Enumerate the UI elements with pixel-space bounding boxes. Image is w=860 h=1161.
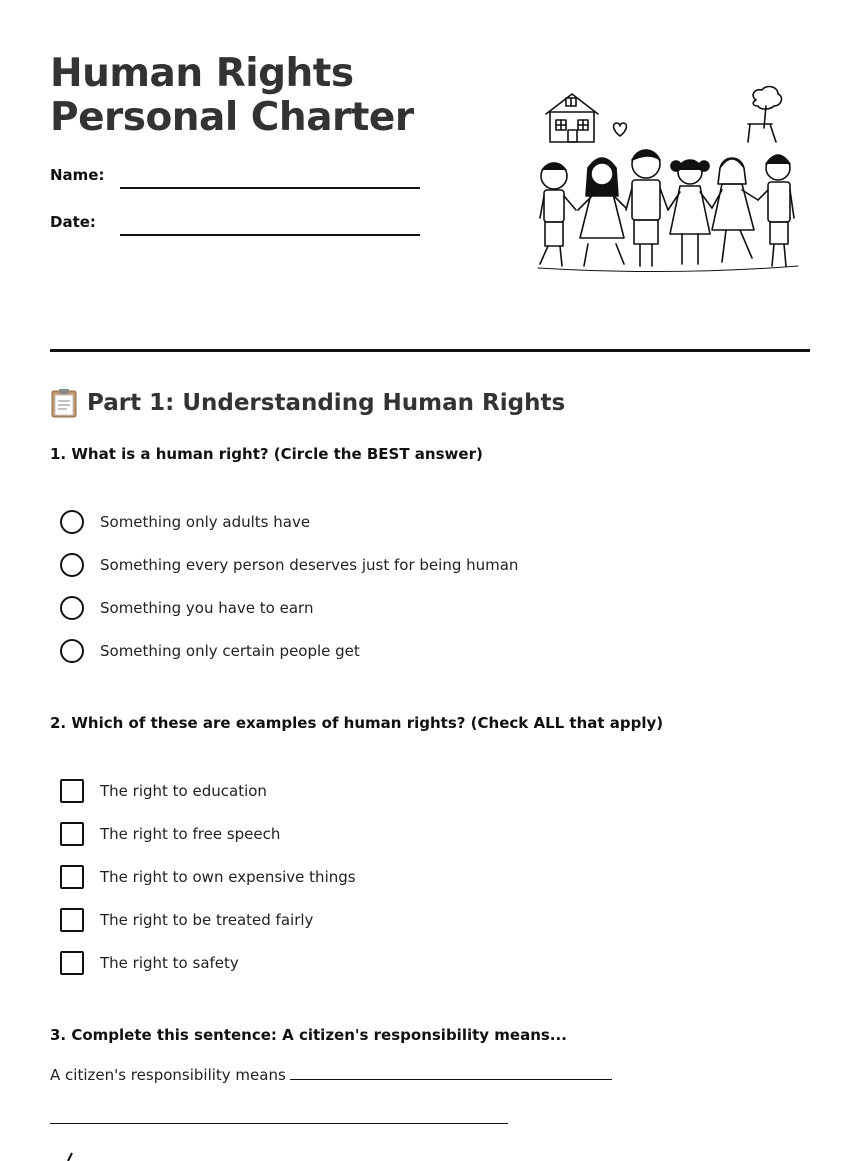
q2-option-1[interactable] xyxy=(60,778,267,804)
q3-answer-blank[interactable] xyxy=(290,1079,612,1080)
q1-option-1[interactable] xyxy=(60,509,310,535)
option-label: The right to own expensive things xyxy=(100,868,356,886)
q1-option-4[interactable] xyxy=(60,638,360,664)
name-label: Name: xyxy=(50,166,105,184)
child-figure xyxy=(758,155,794,266)
option-label: Something only certain people get xyxy=(100,642,360,660)
q3-sentence xyxy=(50,1066,612,1084)
checkbox[interactable] xyxy=(60,908,84,932)
option-label: Something only adults have xyxy=(100,513,311,531)
q2-option-4[interactable] xyxy=(60,907,313,933)
child-figure xyxy=(626,150,668,266)
radio-circle[interactable] xyxy=(60,639,84,663)
option-label: The right to free speech xyxy=(100,825,281,843)
heart-icon xyxy=(614,123,627,136)
question-3-prompt: 3. Complete this sentence: A citizen's responsibility means... xyxy=(50,1026,567,1044)
child-figure xyxy=(578,158,626,266)
children-holding-hands-illustration xyxy=(532,84,812,276)
q3-sentence-start: A citizen's responsibility means xyxy=(50,1066,286,1084)
child-figure xyxy=(668,160,712,264)
option-label: Something you have to earn xyxy=(100,599,314,617)
child-figure xyxy=(712,158,758,262)
tree-icon xyxy=(748,87,781,142)
date-label: Date: xyxy=(50,213,96,231)
question-2-prompt: 2. Which of these are examples of human rights? (Check ALL that apply) xyxy=(50,714,664,732)
clipboard-icon xyxy=(50,388,78,418)
cut-off-question-number xyxy=(60,1152,76,1161)
radio-circle[interactable] xyxy=(60,596,84,620)
worksheet-page xyxy=(50,0,810,1161)
option-label: Something every person deserves just for being human xyxy=(100,556,519,574)
radio-circle[interactable] xyxy=(60,553,84,577)
part1-heading xyxy=(50,388,565,418)
checkbox[interactable] xyxy=(60,951,84,975)
q1-option-2[interactable] xyxy=(60,552,518,578)
checkbox[interactable] xyxy=(60,779,84,803)
checkbox[interactable] xyxy=(60,865,84,889)
option-label: The right to be treated fairly xyxy=(100,911,314,929)
radio-circle[interactable] xyxy=(60,510,84,534)
q3-answer-line-2[interactable] xyxy=(50,1123,508,1124)
q1-option-3[interactable] xyxy=(60,595,313,621)
q2-option-2[interactable] xyxy=(60,821,280,847)
option-label: The right to education xyxy=(100,782,267,800)
date-field[interactable] xyxy=(120,234,420,236)
part1-heading-text: Part 1: Understanding Human Rights xyxy=(87,390,566,416)
question-1-prompt: 1. What is a human right? (Circle the BEST answer) xyxy=(50,445,483,463)
name-field[interactable] xyxy=(120,187,420,189)
child-figure xyxy=(540,163,576,266)
worksheet-title: Human Rights Personal Charter xyxy=(50,51,414,140)
house-icon xyxy=(546,94,598,142)
option-label: The right to safety xyxy=(100,954,239,972)
section-divider xyxy=(50,349,810,352)
q2-option-5[interactable] xyxy=(60,950,239,976)
q2-option-3[interactable] xyxy=(60,864,356,890)
checkbox[interactable] xyxy=(60,822,84,846)
